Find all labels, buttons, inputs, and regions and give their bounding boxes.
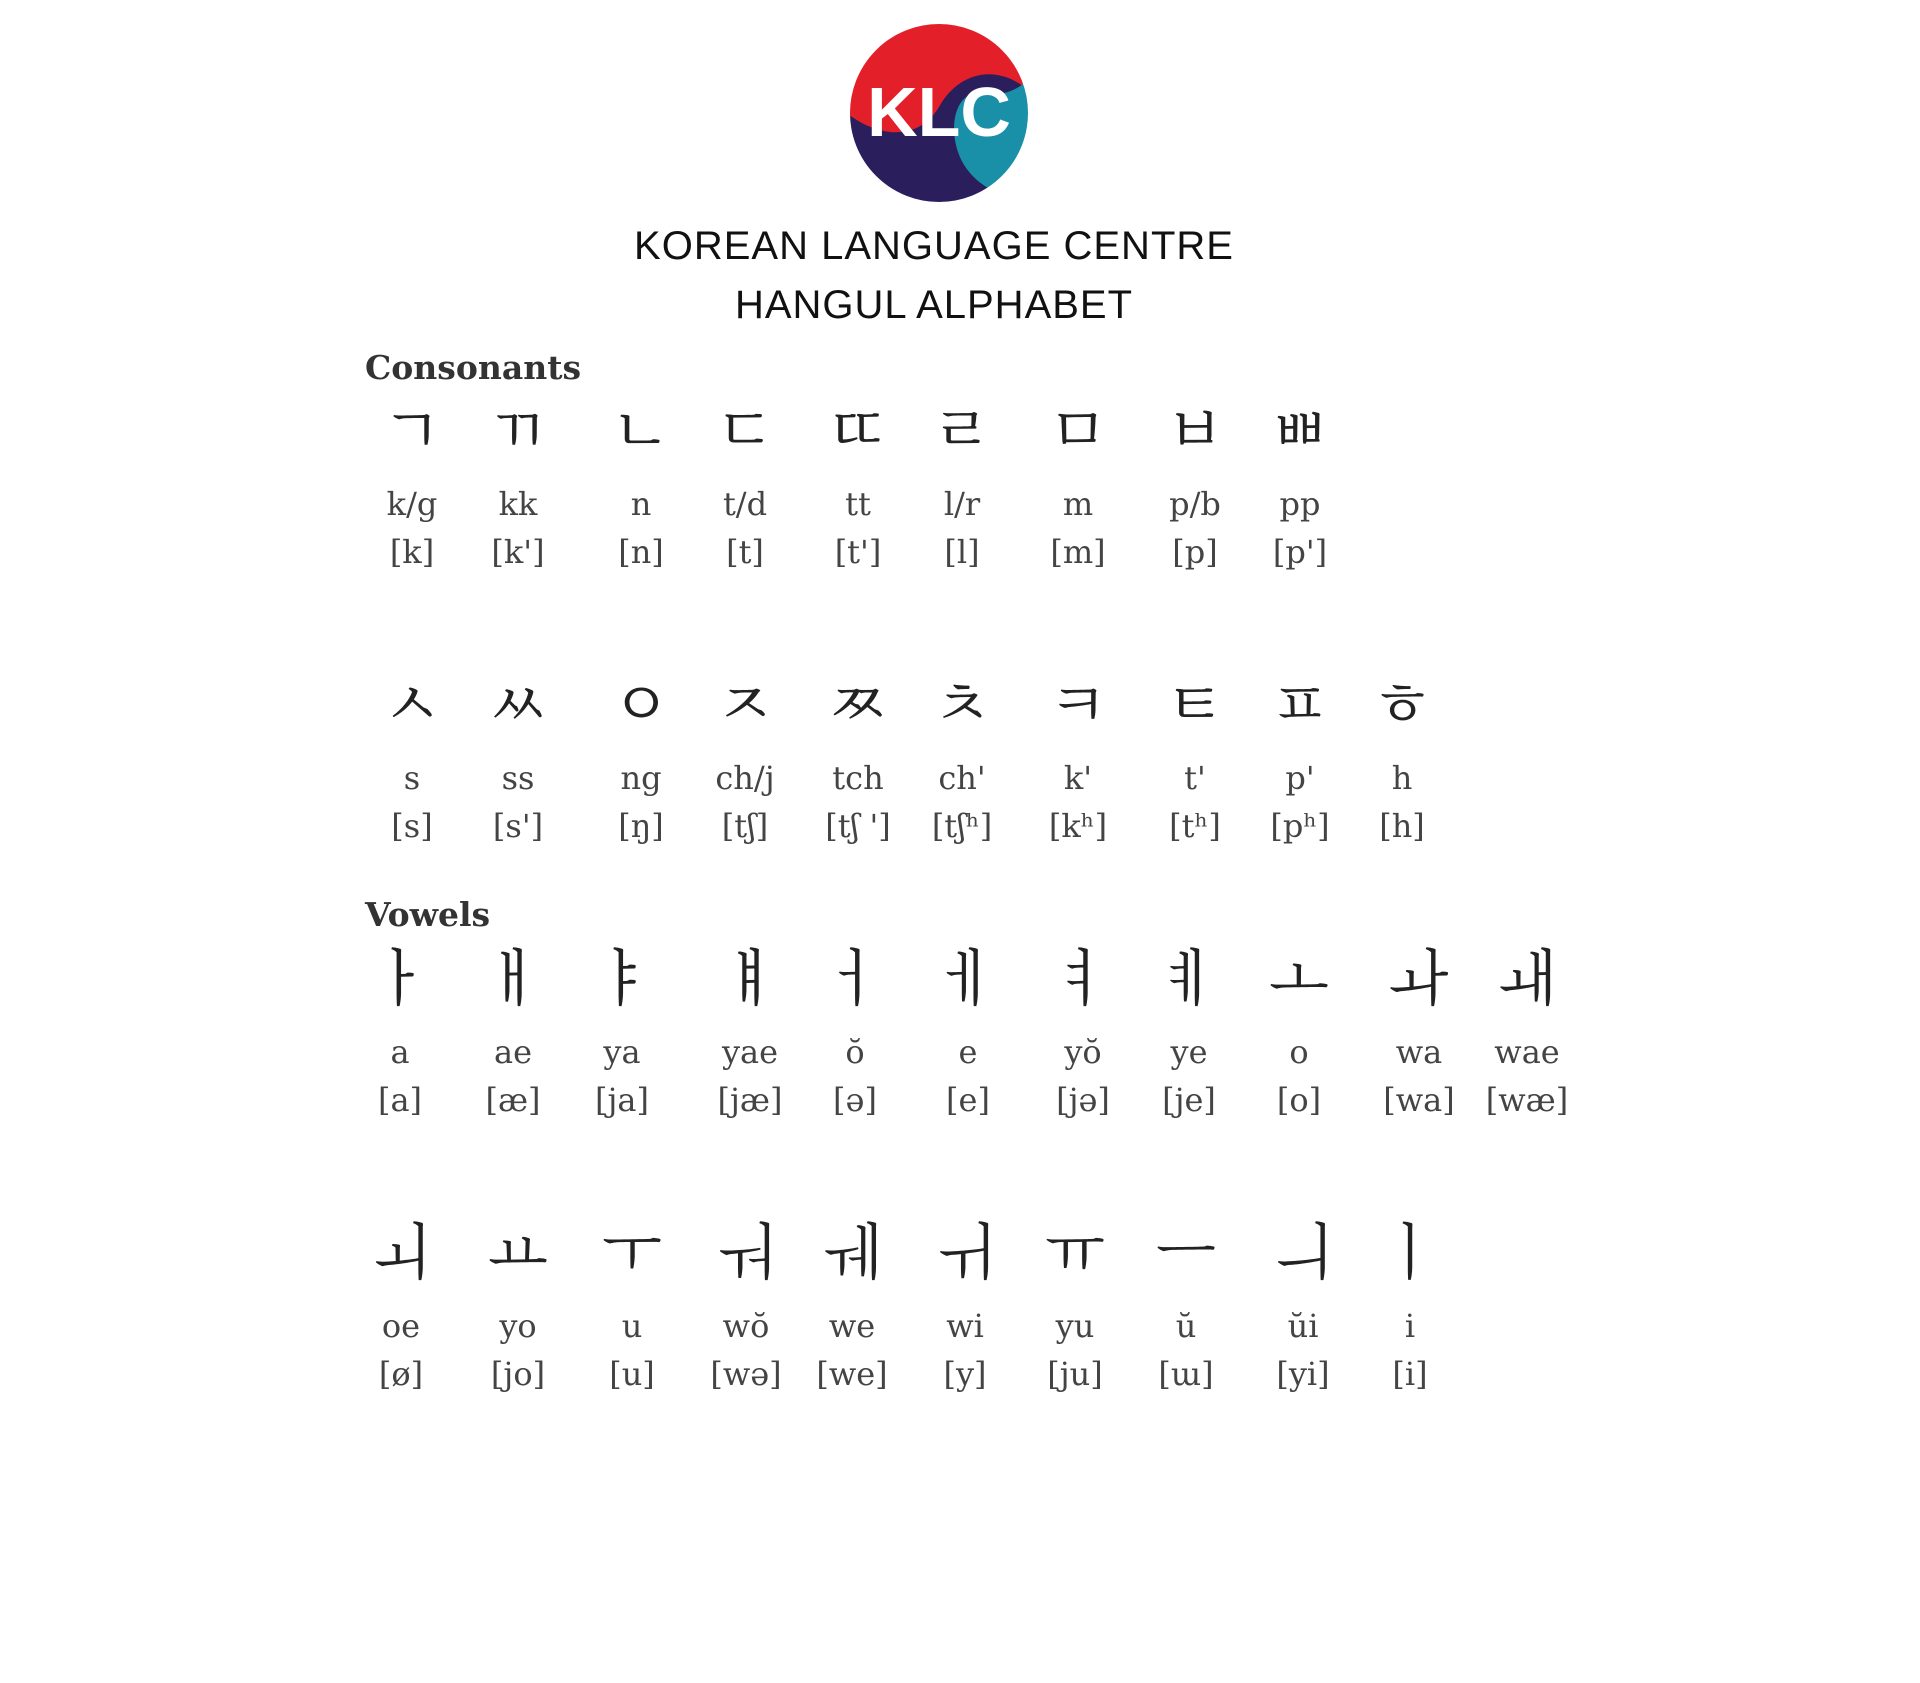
romanization: ye: [1170, 1033, 1208, 1071]
hangul-letter: ㅁ: [1048, 394, 1108, 467]
hangul-letter: ㅔ: [938, 942, 998, 1015]
ipa-pronunciation: [tʃ ']: [825, 807, 891, 845]
romanization: pp: [1279, 485, 1321, 523]
hangul-letter: ㅓ: [825, 942, 885, 1015]
romanization: a: [390, 1033, 410, 1071]
romanization: ŏ: [845, 1033, 865, 1071]
hangul-letter: ㅎ: [1372, 668, 1432, 741]
section-label-consonants: Consonants: [365, 348, 582, 387]
hangul-letter: ㅈ: [715, 668, 775, 741]
ipa-pronunciation: [y]: [943, 1355, 987, 1393]
ipa-pronunciation: [ɯ]: [1158, 1355, 1214, 1393]
ipa-pronunciation: [u]: [609, 1355, 655, 1393]
hangul-letter: ㅅ: [382, 668, 442, 741]
ipa-pronunciation: [s]: [391, 807, 433, 845]
hangul-letter: ㅝ: [716, 1216, 776, 1289]
hangul-letter: ㅒ: [720, 942, 780, 1015]
hangul-letter: ㅑ: [592, 942, 652, 1015]
romanization: p/b: [1169, 485, 1221, 523]
ipa-pronunciation: [p]: [1172, 533, 1218, 571]
page-title: KOREAN LANGUAGE CENTRE: [634, 224, 1234, 268]
romanization: wa: [1395, 1033, 1443, 1071]
ipa-pronunciation: [o]: [1276, 1081, 1322, 1119]
hangul-letter: ㅣ: [1380, 1216, 1440, 1289]
romanization: tt: [845, 485, 871, 523]
ipa-pronunciation: [tʃʰ]: [931, 807, 993, 845]
romanization: e: [958, 1033, 978, 1071]
ipa-pronunciation: [tʃ]: [721, 807, 769, 845]
romanization: yŏ: [1064, 1033, 1102, 1071]
hangul-letter: ㄴ: [611, 394, 671, 467]
hangul-letter: ㅌ: [1165, 668, 1225, 741]
hangul-letter: ㅟ: [935, 1216, 995, 1289]
romanization: wae: [1494, 1033, 1560, 1071]
romanization: m: [1062, 485, 1094, 523]
romanization: kk: [498, 485, 538, 523]
hangul-letter: ㅞ: [822, 1216, 882, 1289]
ipa-pronunciation: [ø]: [378, 1355, 424, 1393]
ipa-pronunciation: [k]: [389, 533, 435, 571]
hangul-letter: ㅖ: [1159, 942, 1219, 1015]
ipa-pronunciation: [s']: [492, 807, 544, 845]
ipa-pronunciation: [h]: [1379, 807, 1425, 845]
ipa-pronunciation: [ja]: [595, 1081, 649, 1119]
hangul-letter: ㅠ: [1045, 1216, 1105, 1289]
romanization: ss: [501, 759, 535, 797]
hangul-letter: ㄹ: [932, 394, 992, 467]
ipa-pronunciation: [m]: [1050, 533, 1106, 571]
romanization: h: [1391, 759, 1413, 797]
ipa-pronunciation: [je]: [1162, 1081, 1216, 1119]
hangul-letter: ㄲ: [488, 394, 548, 467]
ipa-pronunciation: [æ]: [485, 1081, 541, 1119]
hangul-letter: ㅡ: [1156, 1216, 1216, 1289]
ipa-pronunciation: [p']: [1272, 533, 1328, 571]
ipa-pronunciation: [wæ]: [1485, 1081, 1569, 1119]
romanization: k/g: [386, 485, 438, 523]
romanization: l/r: [943, 485, 981, 523]
ipa-pronunciation: [n]: [618, 533, 664, 571]
hangul-letter: ㅜ: [602, 1216, 662, 1289]
hangul-letter: ㅋ: [1048, 668, 1108, 741]
hangul-letter: ㅇ: [611, 668, 671, 741]
romanization: oe: [381, 1307, 421, 1345]
romanization: ŭ: [1175, 1307, 1197, 1345]
hangul-letter: ㅢ: [1273, 1216, 1333, 1289]
hangul-letter: ㅂ: [1165, 394, 1225, 467]
ipa-pronunciation: [ə]: [833, 1081, 877, 1119]
hangul-letter: ㅘ: [1389, 942, 1449, 1015]
page-subtitle: HANGUL ALPHABET: [734, 283, 1134, 327]
ipa-pronunciation: [t']: [834, 533, 882, 571]
romanization: wŏ: [722, 1307, 770, 1345]
ipa-pronunciation: [l]: [944, 533, 980, 571]
romanization: yo: [499, 1307, 537, 1345]
romanization: ng: [620, 759, 662, 797]
romanization: wi: [946, 1307, 984, 1345]
hangul-letter: ㅙ: [1497, 942, 1557, 1015]
romanization: t': [1184, 759, 1206, 797]
ipa-pronunciation: [wə]: [710, 1355, 782, 1393]
romanization: u: [621, 1307, 643, 1345]
ipa-pronunciation: [e]: [946, 1081, 990, 1119]
hangul-letter: ㅊ: [932, 668, 992, 741]
hangul-letter: ㅐ: [483, 942, 543, 1015]
romanization: o: [1289, 1033, 1309, 1071]
hangul-letter: ㅚ: [371, 1216, 431, 1289]
hangul-letter: ㅕ: [1053, 942, 1113, 1015]
ipa-pronunciation: [kʰ]: [1048, 807, 1108, 845]
ipa-pronunciation: [jæ]: [717, 1081, 783, 1119]
ipa-pronunciation: [i]: [1392, 1355, 1428, 1393]
klc-logo: [848, 22, 1030, 204]
hangul-letter: ㅛ: [488, 1216, 548, 1289]
hangul-letter: ㅉ: [828, 668, 888, 741]
section-label-vowels: Vowels: [365, 895, 491, 934]
ipa-pronunciation: [jo]: [490, 1355, 546, 1393]
romanization: i: [1404, 1307, 1416, 1345]
hangul-letter: ㄸ: [828, 394, 888, 467]
ipa-pronunciation: [ju]: [1047, 1355, 1103, 1393]
romanization: k': [1063, 759, 1093, 797]
romanization: ya: [603, 1033, 641, 1071]
ipa-pronunciation: [t]: [726, 533, 764, 571]
hangul-letter: ㅗ: [1269, 942, 1329, 1015]
ipa-pronunciation: [wa]: [1383, 1081, 1455, 1119]
romanization: we: [828, 1307, 876, 1345]
logo-text: KLC: [867, 73, 1011, 151]
ipa-pronunciation: [jə]: [1056, 1081, 1110, 1119]
romanization: n: [630, 485, 652, 523]
romanization: ch/j: [715, 759, 775, 797]
romanization: yu: [1055, 1307, 1095, 1345]
hangul-letter: ㅃ: [1270, 394, 1330, 467]
ipa-pronunciation: [we]: [816, 1355, 888, 1393]
ipa-pronunciation: [k']: [491, 533, 545, 571]
hangul-letter: ㅆ: [488, 668, 548, 741]
hangul-letter: ㄱ: [382, 394, 442, 467]
ipa-pronunciation: [a]: [377, 1081, 423, 1119]
romanization: ch': [938, 759, 986, 797]
romanization: tch: [832, 759, 884, 797]
ipa-pronunciation: [tʰ]: [1169, 807, 1221, 845]
romanization: ae: [493, 1033, 532, 1071]
hangul-letter: ㄷ: [715, 394, 775, 467]
ipa-pronunciation: [ŋ]: [618, 807, 664, 845]
romanization: p': [1285, 759, 1315, 797]
romanization: ŭi: [1287, 1307, 1319, 1345]
ipa-pronunciation: [yi]: [1276, 1355, 1330, 1393]
romanization: yae: [721, 1033, 779, 1071]
hangul-letter: ㅍ: [1270, 668, 1330, 741]
ipa-pronunciation: [pʰ]: [1270, 807, 1330, 845]
romanization: s: [403, 759, 421, 797]
hangul-letter: ㅏ: [370, 942, 430, 1015]
romanization: t/d: [722, 485, 768, 523]
